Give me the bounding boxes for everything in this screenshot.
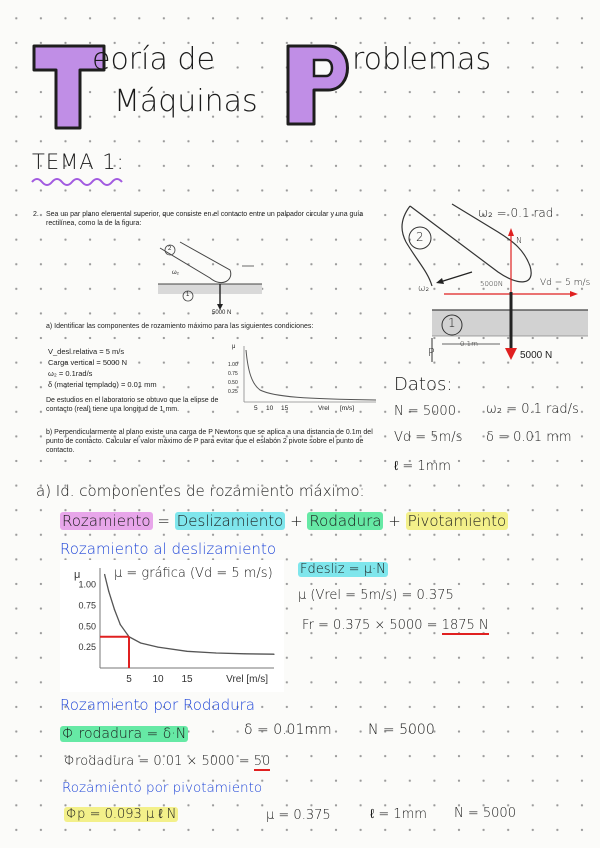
l-pivot-value: ℓ = 1mm — [370, 807, 427, 822]
chart-series-line — [105, 575, 274, 655]
phi-pivot-formula — [64, 806, 178, 822]
chart-y-tick: 0.50 — [78, 621, 96, 632]
small-chart-ytick: 0.50 — [228, 380, 238, 386]
datos-title: Datos: — [394, 374, 453, 395]
datos-omega: ω₂ = 0.1 rad/s — [486, 402, 579, 417]
problem-part-a: a) Identificar las componentes de rozamiento máximo para las siguientes condiciones: — [46, 323, 314, 330]
datos-vd: Vd = 5m/s — [394, 430, 463, 445]
eq-equals: = — [157, 512, 170, 530]
small-chart-ytick: 0.25 — [228, 389, 238, 395]
chart-x-tick: 15 — [181, 674, 193, 685]
eq-rolling: Rodadura — [309, 512, 382, 530]
section-rolling: Rozamiento por Rodadura — [60, 696, 255, 714]
eq-friction: Rozamiento — [62, 512, 151, 530]
title-machines: Máquinas — [114, 84, 258, 119]
delta-value: δ = 0.01mm — [244, 722, 332, 738]
section-sliding: Rozamiento al deslizamiento — [60, 540, 276, 558]
problem-number: 2. — [33, 211, 39, 218]
fig-label-1: 1 — [186, 292, 190, 298]
datos-n: N = 5000 — [394, 404, 456, 419]
title-problems: roblemas — [352, 42, 492, 77]
condition-delta: δ (material templado) = 0.01 mm — [48, 380, 157, 389]
fdesliz-formula — [298, 562, 388, 577]
fr-result: 1875 N — [441, 618, 489, 633]
tema-underline — [30, 176, 130, 188]
diagram-label-2: 2 — [416, 230, 424, 244]
fr-equation — [302, 618, 489, 633]
diagram-p-label: P — [428, 346, 435, 359]
n-pivot-value: N = 5000 — [454, 806, 516, 821]
chart-x-tick: 10 — [152, 674, 164, 685]
fdesliz-highlight: Fdesliz = μ·N — [300, 562, 386, 577]
condition-load: Carga vertical = 5000 N — [48, 358, 127, 367]
small-chart — [226, 342, 386, 416]
small-chart-xtick: 10 — [266, 405, 274, 412]
chart-point — [273, 654, 274, 655]
tema-heading: TEMA 1: — [32, 150, 125, 174]
fr-equation-text: Fr = 0.375 × 5000 = — [302, 618, 438, 633]
eq-sliding: Deslizamiento — [176, 512, 284, 530]
chart-y-tick: 1.00 — [78, 579, 96, 590]
chart-x-tick: 5 — [126, 674, 132, 685]
conditions-list — [48, 346, 157, 390]
diagram-omega-vector: ω₂ — [418, 284, 430, 294]
eq-plus: + — [388, 512, 401, 530]
phi-rolling-calc-text: Φrodadura = 0.01 × 5000 = — [64, 754, 250, 769]
phi-rolling-highlight: Φ rodadura = δ·N — [62, 726, 187, 742]
fig-label-2: 2 — [168, 246, 172, 252]
chart-y-tick: 0.75 — [78, 600, 96, 611]
condition-omega: ω₂ = 0.1rad/s — [48, 369, 93, 378]
diagram-n-label: N — [516, 236, 522, 245]
phi-pivot-highlight: Φp = 0.093 μ ℓ N — [66, 807, 177, 822]
solution-part-a: a) Id. componentes de rozamiento máximo: — [36, 482, 365, 500]
n-value: N = 5000 — [368, 722, 435, 738]
chart-y-label: μ — [74, 569, 81, 581]
problem-part-b: b) Perpendicularmente al plano existe una carga de P Newtons que se aplica a una distancia de 0.1m del punto de contacto. Calcular el valor máximo de P para evitar que el eslabón 2 pivote sobre el punto de contacto. — [46, 429, 373, 454]
small-chart-xunit: [m/s] — [340, 405, 355, 412]
chart-point — [104, 574, 105, 575]
chart-point — [114, 609, 115, 610]
diagram-force-in: 5000N — [480, 280, 504, 288]
eq-pivoting: Pivotamiento — [407, 512, 507, 530]
chart-point — [244, 653, 245, 654]
lab-note: De estudios en el laboratorio se obtuvo que la elipse de contacto (real) tiene una longitud de 1 mm. — [46, 397, 219, 413]
datos-delta: δ = 0.01 mm — [486, 430, 572, 445]
small-chart-xtick: 5 — [254, 405, 258, 412]
phi-rolling-formula — [60, 726, 188, 742]
chart-point — [215, 652, 216, 653]
diagram-distance: 0.1m — [460, 340, 478, 348]
phi-rolling-calc — [64, 754, 270, 769]
section-pivoting: Rozamiento por pivotamiento — [62, 780, 263, 796]
big-p-letter — [282, 42, 360, 128]
problem-statement: Sea un par plano elemental superior, que consiste en el contacto entre un palpador circular y una guía rectilínea, como la de la figura: — [46, 211, 364, 227]
phi-rolling-result: 50 — [253, 754, 271, 769]
small-chart-mu: μ — [232, 344, 236, 350]
friction-equation — [60, 512, 508, 530]
small-chart-ytick: 0.75 — [228, 371, 238, 377]
mu-note: μ = gráfica (Vd = 5 m/s) — [114, 566, 273, 581]
fig-omega: ω₂ — [172, 270, 180, 276]
small-chart-xlabel: Vrel — [318, 405, 330, 412]
small-chart-ytick: 1.00 — [228, 362, 238, 368]
datos-length: ℓ = 1mm — [394, 459, 451, 474]
diagram-label-1: 1 — [448, 316, 456, 330]
chart-x-label: Vrel [m/s] — [226, 674, 268, 685]
chart-point — [108, 591, 109, 592]
small-chart-xtick: 15 — [281, 405, 289, 412]
chart-point — [186, 651, 187, 652]
mu-value: μ (Vrel = 5m/s) = 0.375 — [298, 588, 454, 603]
diagram-vd-label: Vd = 5 m/s — [540, 278, 591, 288]
chart-y-tick: 0.25 — [78, 642, 96, 653]
chart-point — [140, 642, 141, 643]
condition-vrel: V_desl.relativa = 5 m/s — [48, 347, 125, 356]
eq-plus: + — [290, 512, 303, 530]
chart-point — [120, 624, 121, 625]
diagram-force-out: 5000 N — [520, 350, 553, 361]
fig-force: 5000 N — [212, 310, 232, 316]
chart-point — [157, 647, 158, 648]
mu-pivot-value: μ = 0.375 — [266, 808, 331, 823]
diagram-omega-label: ω₂ = 0.1 rad — [478, 206, 554, 220]
title-theory: eoría de — [92, 42, 215, 77]
